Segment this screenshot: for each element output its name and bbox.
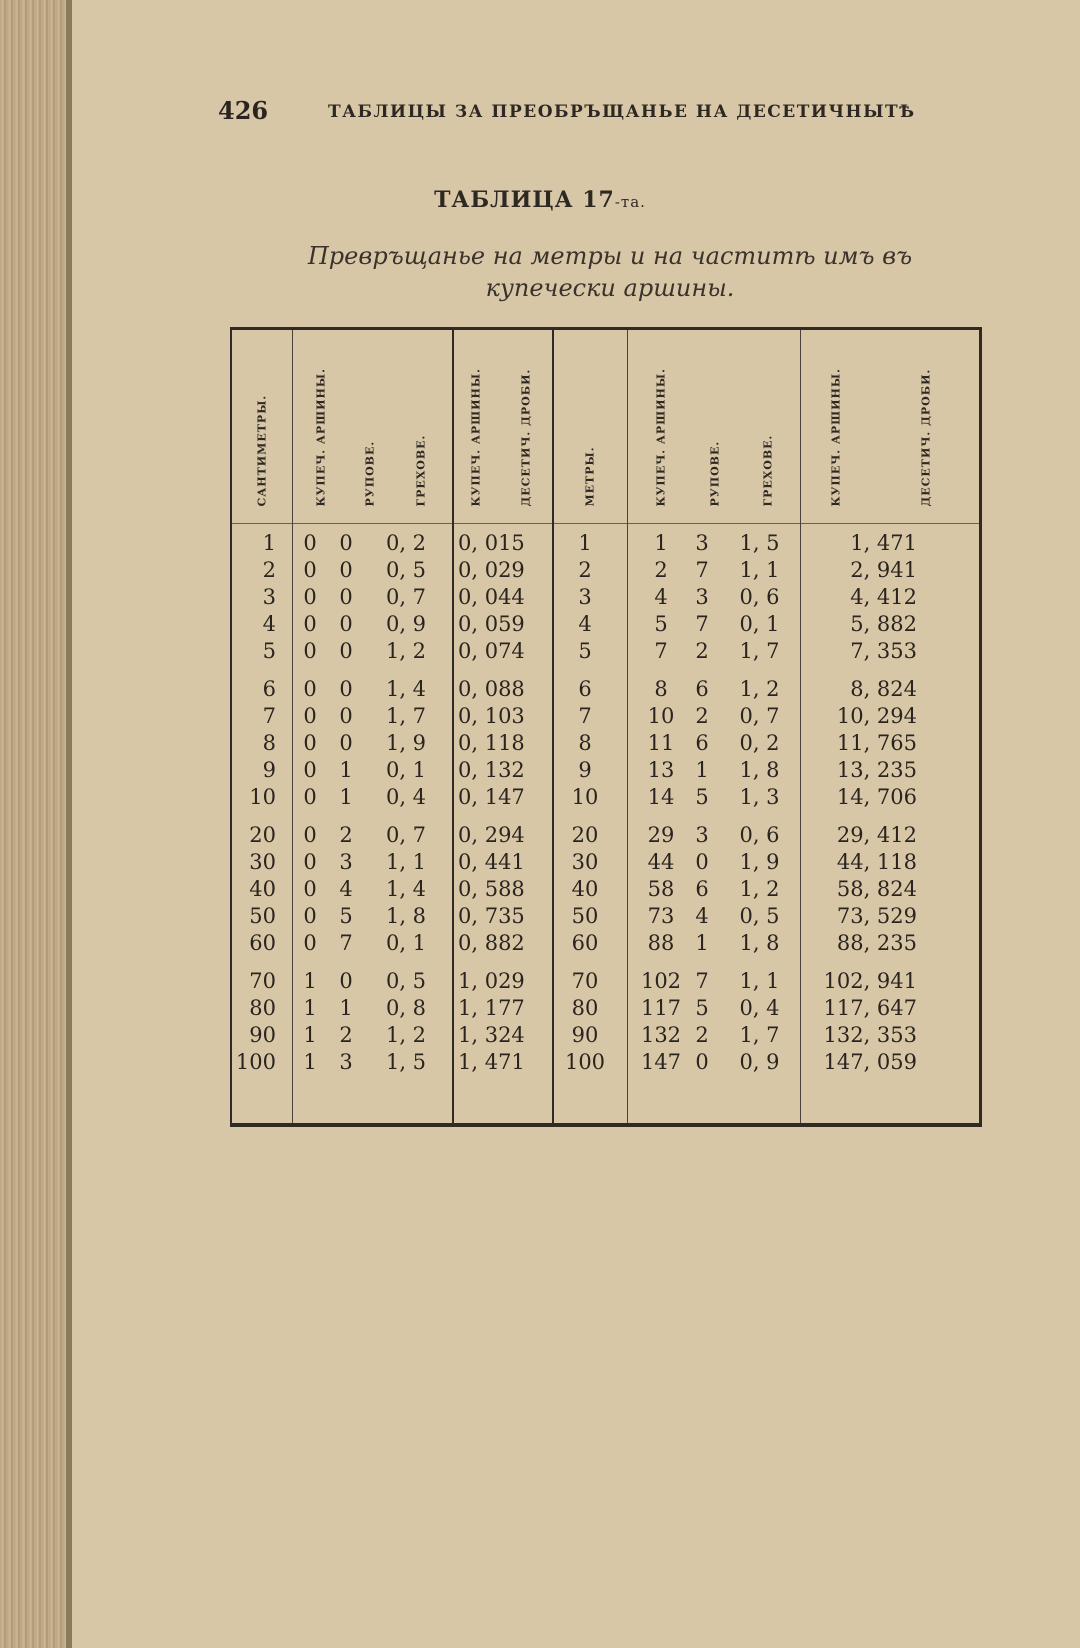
table-cell: 0 xyxy=(303,585,317,609)
header-cell xyxy=(800,330,872,523)
table-cell: 60 xyxy=(249,931,276,955)
table-cell: 4 xyxy=(339,877,353,901)
table-row xyxy=(232,994,979,1022)
table-cell: 9 xyxy=(578,758,592,782)
table-cell: 1, 324 xyxy=(458,1023,525,1047)
table-cell: 0, 1 xyxy=(385,758,427,782)
table-cell: 58 xyxy=(647,877,675,901)
table-cell: 1 xyxy=(339,785,353,809)
table-cell: 1 xyxy=(695,758,709,782)
table-cell: 3 xyxy=(695,585,709,609)
table-cell: 30 xyxy=(249,850,276,874)
header-cell xyxy=(500,330,552,523)
table-cell: 2 xyxy=(262,558,276,582)
table-cell: 0 xyxy=(303,677,317,701)
table-cell: 3 xyxy=(578,585,592,609)
header-label: ДЕСЕТИЧ. ДРОБИ. xyxy=(519,368,533,507)
table-cell: 0 xyxy=(695,850,709,874)
table-cell: 4, 412 xyxy=(850,585,917,609)
table-cell: 1 xyxy=(695,931,709,955)
table-cell: 1, 8 xyxy=(739,758,780,782)
table-cell: 11 xyxy=(647,731,675,755)
table-cell: 0, 6 xyxy=(739,823,780,847)
table-cell: 5 xyxy=(339,904,353,928)
header-cell xyxy=(452,330,500,523)
table-cell: 0, 7 xyxy=(385,823,427,847)
table-cell: 5, 882 xyxy=(850,612,917,636)
table-cell: 1 xyxy=(654,531,668,555)
header-cell xyxy=(350,330,390,523)
table-cell: 1, 5 xyxy=(739,531,780,555)
table-cell: 20 xyxy=(571,823,599,847)
table-cell: 0 xyxy=(339,704,353,728)
table-cell: 0, 5 xyxy=(385,558,427,582)
header-cell xyxy=(872,330,980,523)
table-cell: 0, 103 xyxy=(458,704,525,728)
table-cell: 1 xyxy=(303,996,317,1020)
table-cell: 147 xyxy=(640,1050,682,1074)
table-cell: 7 xyxy=(695,558,709,582)
header-cell xyxy=(695,330,735,523)
table-cell: 102, 941 xyxy=(823,969,917,993)
table-cell: 0, 882 xyxy=(458,931,525,955)
table-cell: 0 xyxy=(303,758,317,782)
table-cell: 13, 235 xyxy=(836,758,917,782)
table-row xyxy=(232,556,979,584)
table-cell: 10 xyxy=(647,704,675,728)
table-cell: 70 xyxy=(249,969,276,993)
table-cell: 50 xyxy=(571,904,599,928)
table-cell: 4 xyxy=(695,904,709,928)
table-cell: 0, 1 xyxy=(739,612,780,636)
table-cell: 3 xyxy=(695,531,709,555)
table-cell: 0, 5 xyxy=(739,904,780,928)
table-cell: 1, 8 xyxy=(739,931,780,955)
table-cell: 1 xyxy=(303,1050,317,1074)
table-cell: 70 xyxy=(571,969,599,993)
table-cell: 1, 9 xyxy=(385,731,427,755)
table-cell: 0 xyxy=(339,639,353,663)
table-cell: 0, 2 xyxy=(385,531,427,555)
table-cell: 10 xyxy=(249,785,276,809)
table-title-text: ТАБЛИЦА 17 xyxy=(434,187,615,213)
table-cell: 0 xyxy=(339,677,353,701)
table-cell: 0, 015 xyxy=(458,531,525,555)
table-cell: 132, 353 xyxy=(823,1023,917,1047)
table-cell: 30 xyxy=(571,850,599,874)
header-label: ГРЕХОВЕ. xyxy=(761,434,774,507)
table-cell: 7 xyxy=(654,639,668,663)
table-cell: 0, 088 xyxy=(458,677,525,701)
table-cell: 0, 7 xyxy=(385,585,427,609)
table-row xyxy=(232,756,979,784)
table-cell: 1, 177 xyxy=(458,996,525,1020)
table-cell: 1, 1 xyxy=(739,558,780,582)
table-cell: 44, 118 xyxy=(836,850,917,874)
header-label: РУПОВЕ. xyxy=(708,440,722,507)
table-cell: 7 xyxy=(695,969,709,993)
table-cell: 0 xyxy=(303,731,317,755)
header-label: КУПЕЧ. АРШИНЫ. xyxy=(829,368,843,507)
table-cell: 0, 8 xyxy=(385,996,427,1020)
table-cell: 88, 235 xyxy=(836,931,917,955)
table-cell: 0, 6 xyxy=(739,585,780,609)
table-cell: 2 xyxy=(695,704,709,728)
table-cell: 0, 7 xyxy=(739,704,780,728)
table-cell: 58, 824 xyxy=(836,877,917,901)
table-cell: 6 xyxy=(262,677,276,701)
table-cell: 0, 132 xyxy=(458,758,525,782)
table-row xyxy=(232,675,979,703)
table-cell: 1, 2 xyxy=(385,1023,427,1047)
table-cell: 1, 1 xyxy=(385,850,427,874)
table-cell: 1, 2 xyxy=(385,639,427,663)
table-cell: 7, 353 xyxy=(850,639,917,663)
table-row xyxy=(232,1021,979,1049)
table-cell: 11, 765 xyxy=(836,731,917,755)
table-cell: 100 xyxy=(235,1050,276,1074)
table-cell: 0, 044 xyxy=(458,585,525,609)
table-row xyxy=(232,583,979,611)
table-cell: 1, 8 xyxy=(385,904,427,928)
table-cell: 0 xyxy=(303,639,317,663)
table-cell: 0, 9 xyxy=(739,1050,780,1074)
table-cell: 2 xyxy=(695,1023,709,1047)
table-cell: 60 xyxy=(571,931,599,955)
table-cell: 1 xyxy=(303,1023,317,1047)
table-cell: 0, 9 xyxy=(385,612,427,636)
table-cell: 0 xyxy=(303,823,317,847)
table-cell: 6 xyxy=(695,877,709,901)
page-number: 426 xyxy=(218,96,269,125)
header-label: МЕТРЫ. xyxy=(583,446,596,507)
header-cell xyxy=(735,330,800,523)
table-row xyxy=(232,702,979,730)
table-cell: 1, 7 xyxy=(739,639,780,663)
table-cell: 0 xyxy=(339,531,353,555)
table-cell: 0, 294 xyxy=(458,823,525,847)
header-label: ДЕСЕТИЧ. ДРОБИ. xyxy=(919,368,933,507)
table-cell: 6 xyxy=(695,677,709,701)
table-title xyxy=(0,187,1080,213)
table-cell: 3 xyxy=(695,823,709,847)
table-cell: 1, 2 xyxy=(739,677,780,701)
table-cell: 10, 294 xyxy=(836,704,917,728)
table-cell: 20 xyxy=(249,823,276,847)
table-cell: 0 xyxy=(303,877,317,901)
table-cell: 14, 706 xyxy=(836,785,917,809)
table-cell: 29, 412 xyxy=(836,823,917,847)
header-label: ГРЕХОВЕ. xyxy=(414,434,428,507)
running-head xyxy=(218,96,938,130)
table-cell: 10 xyxy=(571,785,599,809)
table-cell: 0 xyxy=(303,531,317,555)
table-cell: 0, 118 xyxy=(458,731,525,755)
table-row xyxy=(232,902,979,930)
table-cell: 0 xyxy=(303,931,317,955)
table-cell: 2 xyxy=(339,823,353,847)
table-cell: 0 xyxy=(339,585,353,609)
table-cell: 1, 029 xyxy=(458,969,525,993)
table-cell: 2, 941 xyxy=(850,558,917,582)
table-cell: 1, 2 xyxy=(739,877,780,901)
table-row xyxy=(232,637,979,665)
table-cell: 88 xyxy=(647,931,675,955)
table-cell: 40 xyxy=(249,877,276,901)
table-cell: 7 xyxy=(578,704,592,728)
table-cell: 3 xyxy=(339,850,353,874)
table-cell: 102 xyxy=(640,969,682,993)
table-cell: 0 xyxy=(303,558,317,582)
table-row xyxy=(232,967,979,995)
table-cell: 1 xyxy=(578,531,592,555)
table-cell: 100 xyxy=(564,1050,606,1074)
table-cell: 1 xyxy=(262,531,276,555)
table-subtitle: Превръщанье на метры и на частитѣ имъ въ купечески аршины. xyxy=(307,242,913,302)
table-cell: 5 xyxy=(262,639,276,663)
table-cell: 7 xyxy=(262,704,276,728)
table-cell: 0, 441 xyxy=(458,850,525,874)
table-cell: 7 xyxy=(695,612,709,636)
table-cell: 5 xyxy=(578,639,592,663)
table-cell: 0 xyxy=(339,612,353,636)
table-cell: 0, 735 xyxy=(458,904,525,928)
table-row xyxy=(232,529,979,557)
table-cell: 1, 7 xyxy=(739,1023,780,1047)
header-cell xyxy=(232,330,292,523)
table-cell: 0 xyxy=(303,850,317,874)
header-label: РУПОВЕ. xyxy=(363,440,377,507)
table-cell: 0 xyxy=(339,969,353,993)
table-cell: 3 xyxy=(339,1050,353,1074)
table-cell: 14 xyxy=(647,785,675,809)
table-cell: 5 xyxy=(654,612,668,636)
table-cell: 44 xyxy=(647,850,675,874)
table-cell: 117, 647 xyxy=(823,996,917,1020)
table-cell: 1, 471 xyxy=(458,1050,525,1074)
table-cell: 132 xyxy=(640,1023,682,1047)
table-cell: 0 xyxy=(695,1050,709,1074)
table-cell: 0, 029 xyxy=(458,558,525,582)
table-cell: 0, 147 xyxy=(458,785,525,809)
table-cell: 7 xyxy=(339,931,353,955)
table-cell: 1, 4 xyxy=(385,677,427,701)
table-cell: 50 xyxy=(249,904,276,928)
header-label: САНТИМЕТРЫ. xyxy=(255,394,269,507)
header-cell xyxy=(292,330,350,523)
table-cell: 80 xyxy=(249,996,276,1020)
table-cell: 1, 3 xyxy=(739,785,780,809)
page-edges xyxy=(0,0,72,1648)
table-cell: 4 xyxy=(578,612,592,636)
table-cell: 8 xyxy=(262,731,276,755)
table-cell: 0 xyxy=(303,612,317,636)
table-cell: 4 xyxy=(262,612,276,636)
table-cell: 4 xyxy=(654,585,668,609)
table-cell: 0 xyxy=(303,704,317,728)
table-row xyxy=(232,1048,979,1076)
header-cell xyxy=(627,330,695,523)
table-row xyxy=(232,875,979,903)
table-row xyxy=(232,610,979,638)
running-title: ТАБЛИЦЫ ЗА ПРЕОБРЪЩАНЬЕ НА ДЕСЕТИЧНЫТѢ xyxy=(328,102,916,122)
table-cell: 1, 5 xyxy=(385,1050,427,1074)
table-cell: 0 xyxy=(303,904,317,928)
table-cell: 90 xyxy=(571,1023,599,1047)
table-cell: 1, 1 xyxy=(739,969,780,993)
table-cell: 0 xyxy=(339,731,353,755)
table-row xyxy=(232,783,979,811)
header-label: КУПЕЧ. АРШИНЫ. xyxy=(314,368,328,507)
table-cell: 2 xyxy=(578,558,592,582)
table-cell: 0, 074 xyxy=(458,639,525,663)
table-cell: 5 xyxy=(695,996,709,1020)
table-cell: 1, 4 xyxy=(385,877,427,901)
table-cell: 0, 5 xyxy=(385,969,427,993)
table-title-suffix: -та. xyxy=(614,193,646,211)
table-cell: 1, 7 xyxy=(385,704,427,728)
table-cell: 9 xyxy=(262,758,276,782)
table-cell: 8, 824 xyxy=(850,677,917,701)
table-cell: 0, 4 xyxy=(739,996,780,1020)
header-label: КУПЕЧ. АРШИНЫ. xyxy=(654,368,668,507)
table-cell: 6 xyxy=(578,677,592,701)
table-cell: 1, 9 xyxy=(739,850,780,874)
table-cell: 73 xyxy=(647,904,675,928)
table-cell: 0, 1 xyxy=(385,931,427,955)
table-cell: 0, 2 xyxy=(739,731,780,755)
table-cell: 0, 059 xyxy=(458,612,525,636)
header-cell xyxy=(390,330,452,523)
table-cell: 1, 471 xyxy=(850,531,917,555)
table-cell: 8 xyxy=(654,677,668,701)
table-cell: 1 xyxy=(339,996,353,1020)
header-cell xyxy=(552,330,627,523)
table-cell: 2 xyxy=(339,1023,353,1047)
table-cell: 1 xyxy=(339,758,353,782)
table-cell: 1 xyxy=(303,969,317,993)
table-cell: 73, 529 xyxy=(836,904,917,928)
table-row xyxy=(232,929,979,957)
table-cell: 6 xyxy=(695,731,709,755)
table-cell: 3 xyxy=(262,585,276,609)
table-row xyxy=(232,729,979,757)
table-cell: 90 xyxy=(249,1023,276,1047)
table-cell: 80 xyxy=(571,996,599,1020)
table-cell: 147, 059 xyxy=(823,1050,917,1074)
table-cell: 0 xyxy=(303,785,317,809)
table-cell: 0, 588 xyxy=(458,877,525,901)
table-cell: 8 xyxy=(578,731,592,755)
table-cell: 2 xyxy=(695,639,709,663)
table-cell: 0, 4 xyxy=(385,785,427,809)
table-cell: 2 xyxy=(654,558,668,582)
table-row xyxy=(232,821,979,849)
header-divider xyxy=(232,523,979,524)
header-label: КУПЕЧ. АРШИНЫ. xyxy=(469,368,483,507)
table-cell: 29 xyxy=(647,823,675,847)
table-cell: 13 xyxy=(647,758,675,782)
table-cell: 0 xyxy=(339,558,353,582)
table-cell: 117 xyxy=(640,996,682,1020)
table-row xyxy=(232,848,979,876)
table-cell: 5 xyxy=(695,785,709,809)
conversion-table xyxy=(230,327,982,1127)
table-cell: 40 xyxy=(571,877,599,901)
